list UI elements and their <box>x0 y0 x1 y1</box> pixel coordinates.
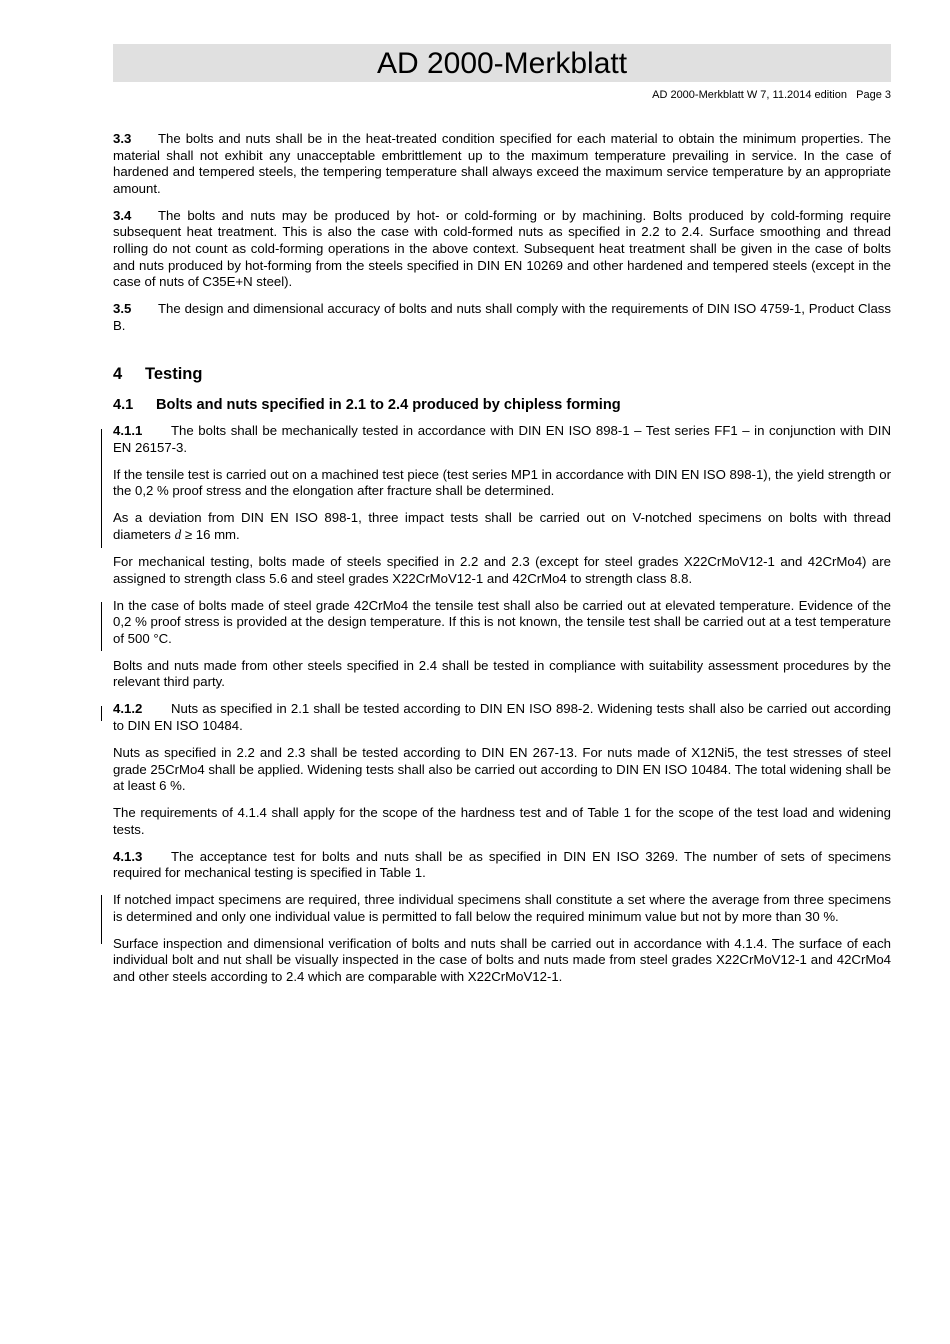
paragraph-text: As a deviation from DIN EN ISO 898-1, three impact tests shall be carried out on V-notched specimens on bolts with thread diameters <box>113 510 891 543</box>
paragraph-tensile-test: If the tensile test is carried out on a machined test piece (test series MP1 in accordance with DIN EN ISO 898-1), the yield strength or the 0,2 % proof stress and the elongation after fracture shall be determined. <box>113 466 891 499</box>
clause-3-5 <box>113 301 891 334</box>
clause-text: The bolts and nuts shall be in the heat-treated condition specified for each material to obtain the minimum properties. The material shall not exhibit any unacceptable embrittlement up to the maximum temperature prevailing in service. In the case of hardened and tempered steels, the tempering temperature shall always exceed the maximum service temperature by an appropriate amount. <box>113 131 891 196</box>
paragraph-requirements: The requirements of 4.1.4 shall apply for the scope of the hardness test and of Table 1 for the scope of the test load and widening tests. <box>113 805 891 837</box>
change-bar <box>101 895 102 944</box>
change-bar <box>101 602 102 651</box>
clause-4-1-2 <box>113 701 891 734</box>
thread-diameter-symbol: d <box>174 527 182 543</box>
change-bar <box>101 429 102 548</box>
paragraph-nuts: Nuts as specified in 2.2 and 2.3 shall be tested according to DIN EN 267-13. For nuts made of X12Ni5, the test stresses of steel grade 25CrMo4 shall be applied. Widening tests shall also be carried out according to DIN EN ISO 10484. The total widening shall be at least 6 %. <box>113 744 891 794</box>
clause-text: Nuts as specified in 2.1 shall be tested according to DIN EN ISO 898-2. Widening tests shall also be carried out according to DIN EN ISO 10484. <box>113 701 891 733</box>
clause-4-1-3 <box>113 849 891 882</box>
clause-text: The design and dimensional accuracy of bolts and nuts shall comply with the requirements of DIN ISO 4759-1, Product Class B. <box>113 301 891 333</box>
paragraph-impact-tests <box>113 510 891 543</box>
section-number: 4 <box>113 365 123 384</box>
clause-text: The bolts shall be mechanically tested in accordance with DIN EN ISO 898-1 – Test series FF1 – in conjunction with DIN EN 26157-3. <box>113 423 891 455</box>
clause-text: The bolts and nuts may be produced by hot- or cold-forming or by machining. Bolts produced by cold-forming require subsequent heat treatment. This is also the case with cold-formed nuts as specified in 2.2 to 2.4. Surface smoothing and thread rolling do not count as cold-forming operations in the above context. Subsequent heat treatment shall be given in the case of bolts and nuts produced by hot-forming from the steels specified in DIN EN 10269 and other hardened and tempered steels (except in the case of nuts of C35E+N steel). <box>113 207 891 290</box>
paragraph-surface-inspection: Surface inspection and dimensional verification of bolts and nuts shall be carried out in accordance with 4.1.4. The surface of each individual bolt and nut shall be visually inspected in the case of bolts and nuts made from steel grades X22CrMoV12-1 and 42CrMo4 and other steels according to 2.4 which are comparable with X22CrMoV12-1. <box>113 935 891 985</box>
clause-number: 3.5 <box>113 301 132 317</box>
clause-number: 4.1.1 <box>113 423 143 439</box>
paragraph-42crmo4: In the case of bolts made of steel grade 42CrMo4 the tensile test shall also be carried out at elevated temperature. Evidence of the 0,2 % proof stress is provided at the design temperature. If this is not known, the tensile test shall be carried out at a test temperature of 500 °C. <box>113 597 891 646</box>
clause-number: 4.1.2 <box>113 701 143 717</box>
clause-3-4 <box>113 208 891 291</box>
paragraph-mechanical-testing: For mechanical testing, bolts made of steels specified in 2.2 and 2.3 (except for steel grades X22CrMoV12-1 and 42CrMo4) are assigned to strength class 5.6 and steel grades X22CrMoV12-1 and 42CrMo4 to strength class 8.8. <box>113 554 891 586</box>
paragraph-text: ≥ 16 mm. <box>181 527 240 543</box>
section-title: Testing <box>145 365 203 384</box>
subsection-number: 4.1 <box>113 397 134 414</box>
document-title-banner: AD 2000-Merkblatt <box>113 44 891 82</box>
paragraph-notched-specimens: If notched impact specimens are required, three individual specimens shall constitute a set where the average from three specimens is determined and only one individual value is permitted to fall below the required minimum value but not by more than 30 %. <box>113 892 891 924</box>
subsection-heading-4-1 <box>113 396 891 414</box>
clause-number: 4.1.3 <box>113 848 143 864</box>
document-body <box>113 131 891 996</box>
page-header-reference: AD 2000-Merkblatt W 7, 11.2014 edition Page 3 <box>652 89 891 101</box>
section-heading-testing <box>113 364 891 384</box>
change-bar <box>101 706 102 721</box>
clause-text: The acceptance test for bolts and nuts shall be as specified in DIN EN ISO 3269. The number of sets of specimens required for mechanical testing is specified in Table 1. <box>113 848 891 881</box>
subsection-title: Bolts and nuts specified in 2.1 to 2.4 produced by chipless forming <box>156 397 621 414</box>
clause-4-1-1 <box>113 423 891 456</box>
clause-number: 3.4 <box>113 207 132 223</box>
paragraph-other-steels: Bolts and nuts made from other steels specified in 2.4 shall be tested in compliance with suitability assessment procedures by the relevant third party. <box>113 657 891 690</box>
clause-3-3 <box>113 131 891 197</box>
clause-number: 3.3 <box>113 131 132 146</box>
